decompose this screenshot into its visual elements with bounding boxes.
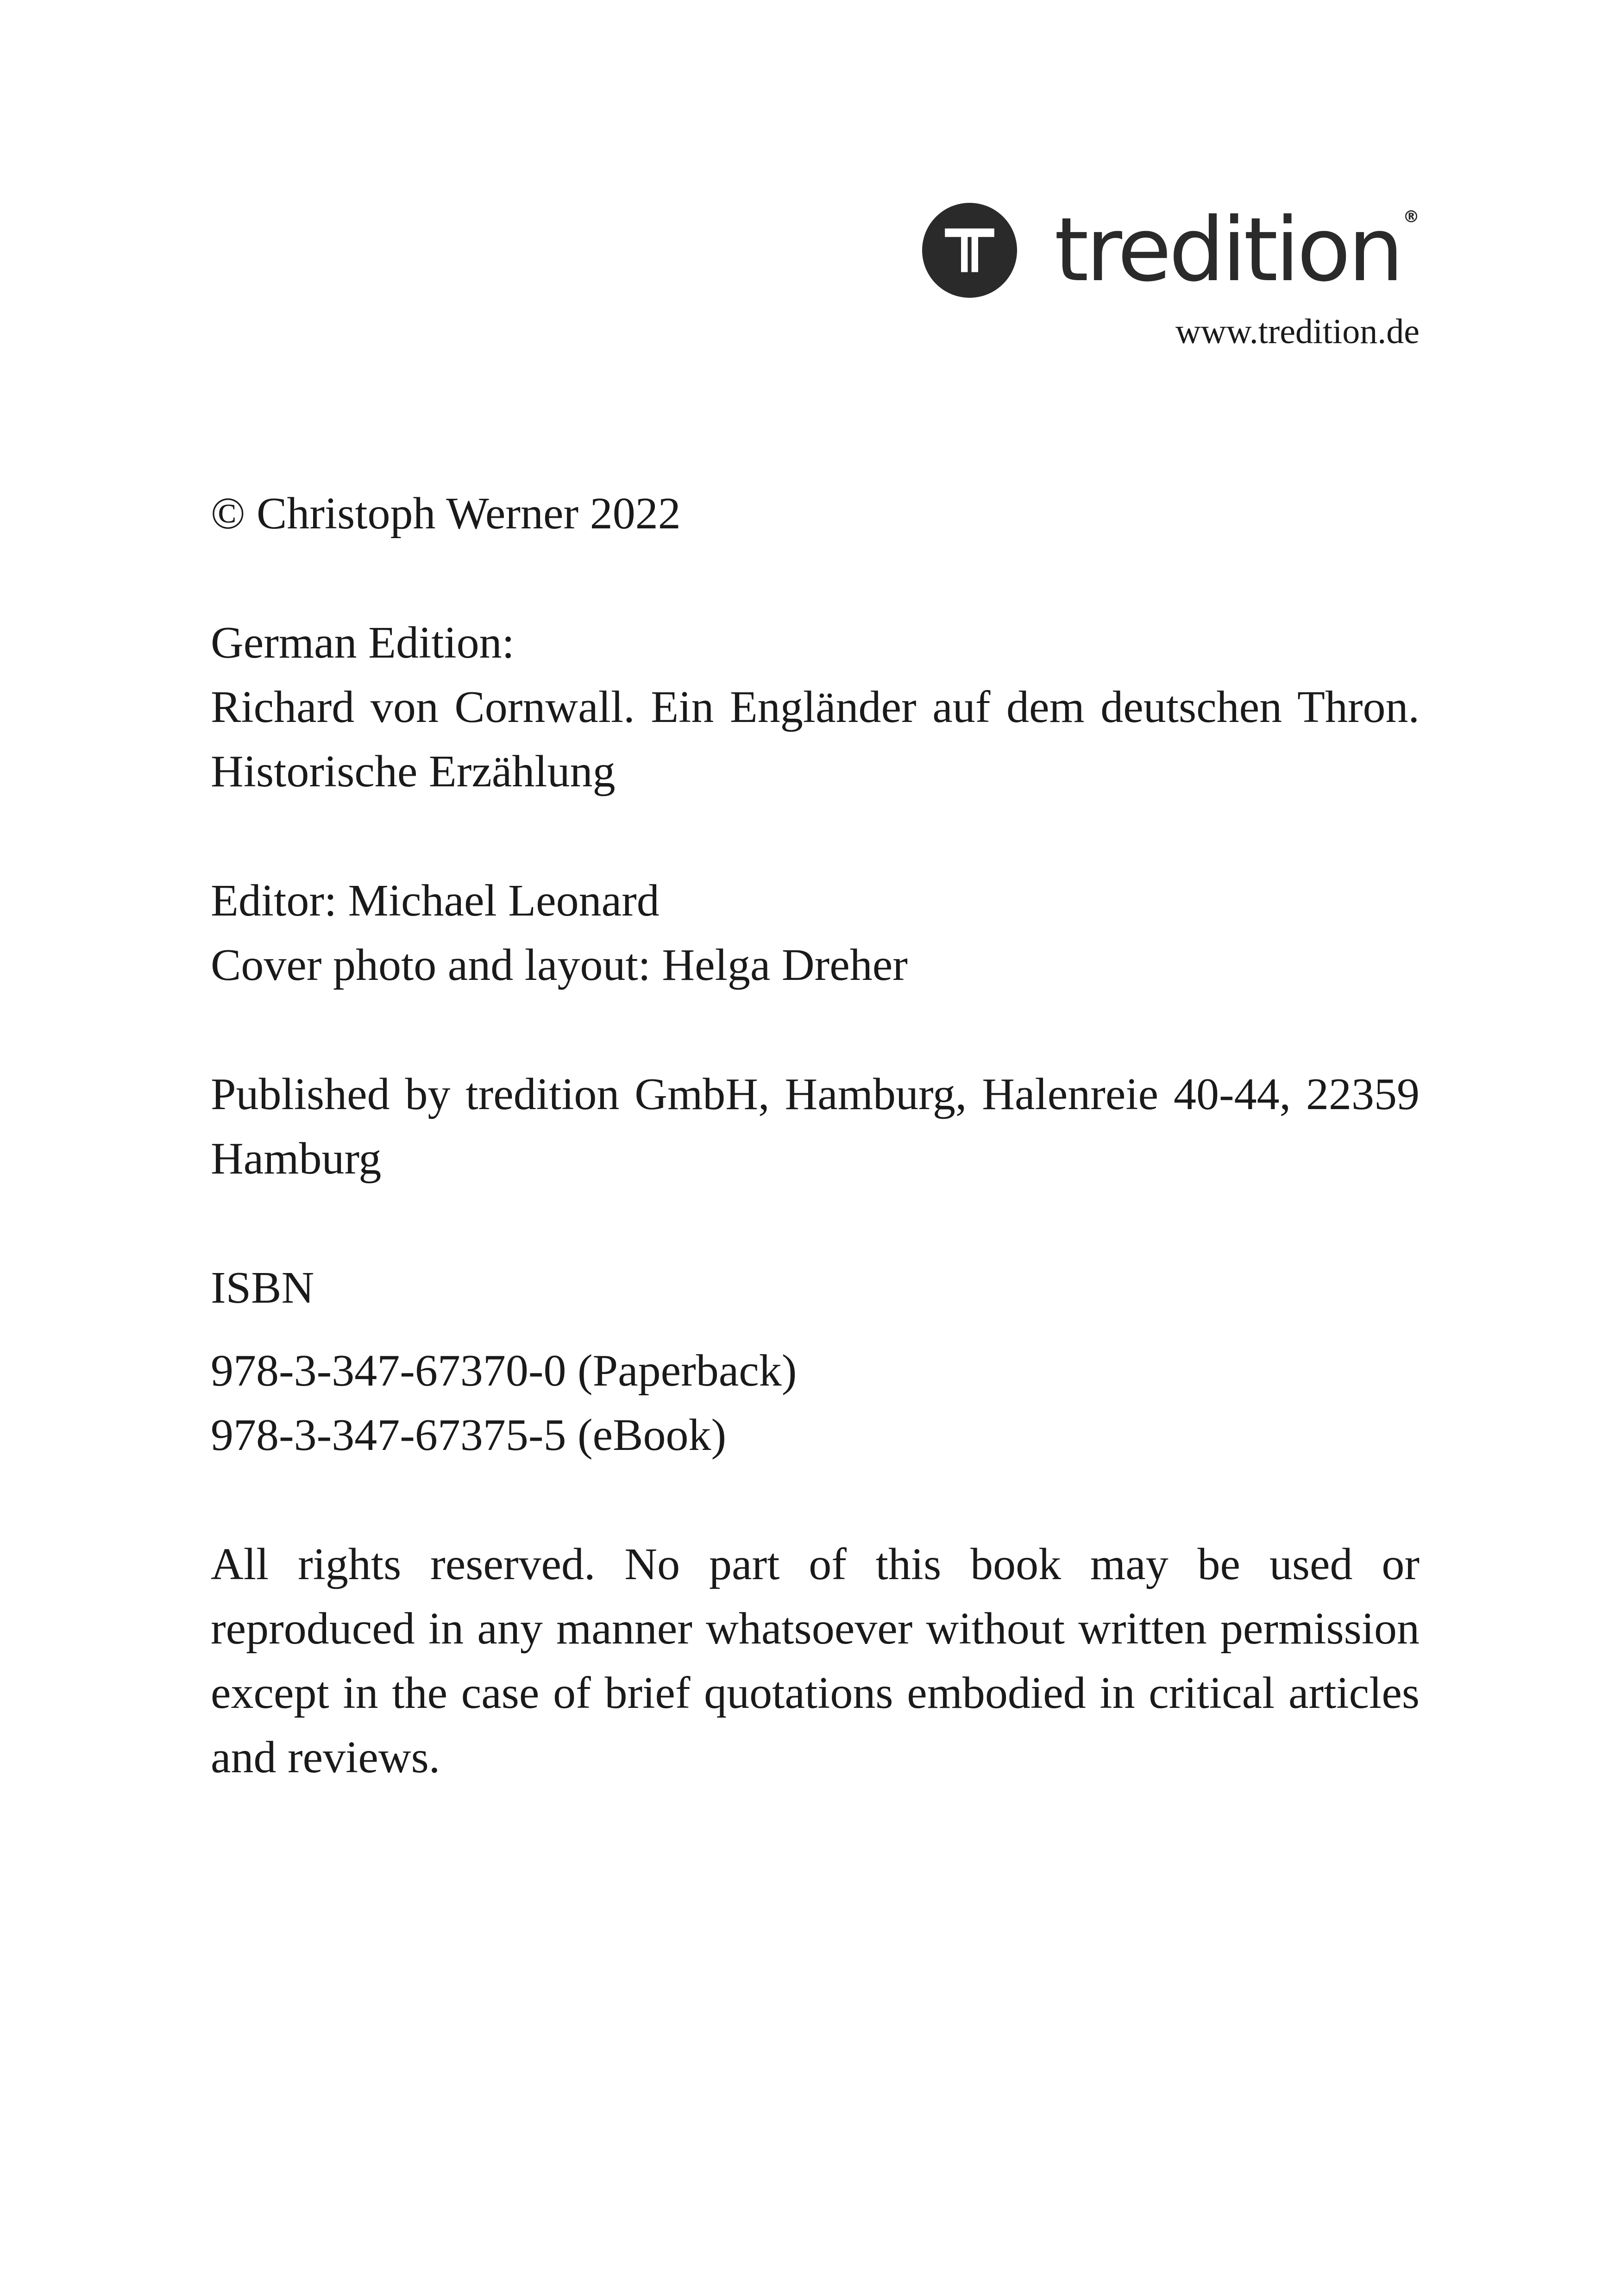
imprint-content [211,482,1420,1790]
registered-mark: ® [1403,207,1420,226]
tredition-logo-icon [922,203,1017,298]
isbn-label: ISBN [211,1263,314,1313]
publisher-name: tredition [1054,199,1401,301]
german-edition-title: Richard von Cornwall. Ein Engländer auf dem deutschen Thron. Historische Erzählung [211,682,1420,797]
publisher-wordmark [1054,199,1420,301]
publisher-logo [922,199,1420,301]
cover-credit: Cover photo and layout: Helga Dreher [211,940,908,990]
isbn-paperback: 978-3-347-67370-0 (Paperback) [211,1346,797,1396]
publisher-address: Published by tredition GmbH, Hamburg, Halenreie 40-44, 22359 Hamburg [211,1069,1420,1184]
publisher-logo-block [910,199,1420,357]
rights-notice: All rights reserved. No part of this book may be used or reproduced in any manner whatsoever without written permission except in the case of brief quotations embodied in critical articles and reviews. [211,1539,1420,1782]
copyright-line: © Christoph Werner 2022 [211,489,681,539]
german-edition-label: German Edition: [211,618,515,668]
editor-credit: Editor: Michael Leonard [211,876,660,926]
isbn-ebook: 978-3-347-67375-5 (eBook) [211,1410,727,1460]
publisher-url: www.tredition.de [1175,312,1420,351]
